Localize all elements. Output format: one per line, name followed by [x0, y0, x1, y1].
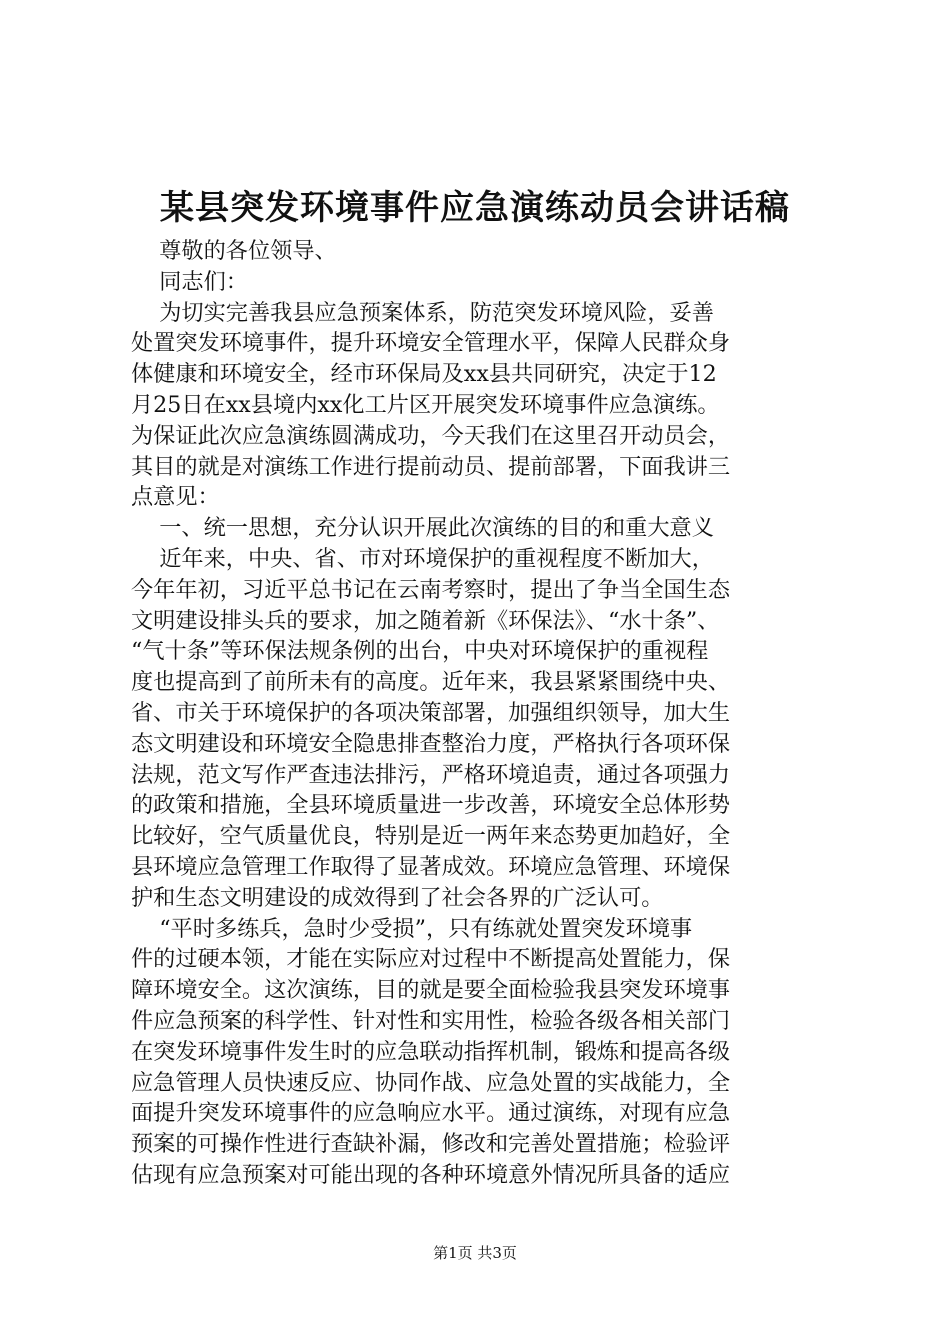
body-line: 文明建设排头兵的要求，加之随着新《环保法》、“水十条”、: [131, 607, 720, 634]
body-line: 尊敬的各位领导、: [131, 238, 337, 264]
body-line: 今年年初，习近平总书记在云南考察时，提出了争当全国生态: [131, 576, 731, 603]
body-line: 应急管理人员快速反应、协同作战、应急处置的实战能力，全: [131, 1069, 731, 1096]
body-line: 同志们：: [131, 268, 248, 295]
body-line: 件应急预案的科学性、针对性和实用性，检验各级各相关部门: [131, 1007, 731, 1034]
body-line: 一、统一思想，充分认识开展此次演练的目的和重大意义: [131, 515, 714, 542]
body-line: 为保证此次应急演练圆满成功，今天我们在这里召开动员会，: [131, 422, 731, 449]
body-line: 点意见：: [131, 484, 220, 511]
body-line: 省、市关于环境保护的各项决策部署，加强组织领导，加大生: [131, 699, 731, 726]
body-line: 其目的就是对演练工作进行提前动员、提前部署，下面我讲三: [131, 453, 731, 480]
body-line: 度也提高到了前所未有的高度。近年来，我县紧紧围绕中央、: [131, 669, 731, 696]
body-line: “气十条”等环保法规条例的出台，中央对环境保护的重视程: [131, 638, 709, 665]
body-line: 态文明建设和环境安全隐患排查整治力度，严格执行各项环保: [131, 730, 731, 757]
body-line: 的政策和措施，全县环境质量进一步改善，环境安全总体形势: [131, 792, 731, 819]
body-line: 法规，范文写作严查违法排污，严格环境追责，通过各项强力: [131, 761, 731, 788]
body-line: 体健康和环境安全，经市环保局及xx县共同研究，决定于12: [131, 361, 717, 388]
document-title: 某县突发环境事件应急演练动员会讲话稿: [160, 188, 790, 228]
body-line: 估现有应急预案对可能出现的各种环境意外情况所具备的适应: [131, 1161, 731, 1188]
document-body: [131, 236, 851, 1191]
body-line: 比较好，空气质量优良，特别是近一两年来态势更加趋好，全: [131, 823, 731, 850]
body-line: 为切实完善我县应急预案体系，防范突发环境风险，妥善: [131, 299, 714, 326]
body-line: “平时多练兵，急时少受损”，只有练就处置突发环境事: [131, 915, 693, 942]
body-line: 近年来，中央、省、市对环境保护的重视程度不断加大，: [131, 545, 714, 572]
body-line: 在突发环境事件发生时的应急联动指挥机制，锻炼和提高各级: [131, 1038, 731, 1065]
body-line: 预案的可操作性进行查缺补漏，修改和完善处置措施；检验评: [131, 1131, 731, 1158]
body-line: 面提升突发环境事件的应急响应水平。通过演练，对现有应急: [131, 1100, 731, 1127]
body-line: 县环境应急管理工作取得了显著成效。环境应急管理、环境保: [131, 853, 731, 880]
page-footer: 第1页 共3页: [433, 1244, 517, 1262]
body-line: 处置突发环境事件，提升环境安全管理水平，保障人民群众身: [131, 330, 731, 357]
body-line: 件的过硬本领，才能在实际应对过程中不断提高处置能力，保: [131, 946, 731, 973]
body-line: 障环境安全。这次演练，目的就是要全面检验我县突发环境事: [131, 977, 731, 1004]
body-line: 月25日在xx县境内xx化工片区开展突发环境事件应急演练。: [131, 391, 720, 418]
body-line: 护和生态文明建设的成效得到了社会各界的广泛认可。: [131, 884, 664, 911]
